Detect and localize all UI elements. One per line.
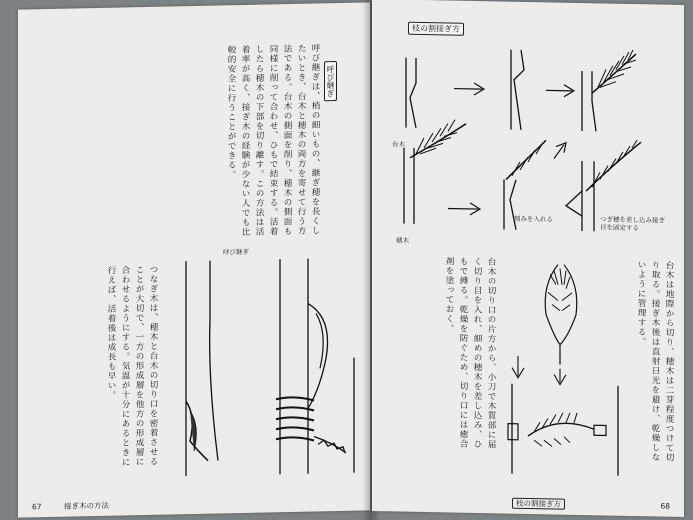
section-heading: 呼び継ぎ (324, 61, 337, 101)
caption-kizami: 刻みを入れる (514, 214, 553, 224)
caption-taiki: 台木 (392, 140, 405, 149)
left-footer-label: 接ぎ木の方法 (64, 500, 109, 511)
step-1-stock (406, 58, 416, 128)
figure-label: 枝の割接ぎ方 (408, 22, 464, 36)
step-1-result (582, 49, 636, 132)
right-body-text: 台木の切り口の片方から、小刀で木質部に届く切り目を入れ、細めの穂木を差し込み、ひもで縛る。乾燥を防ぐため、切り口には癒合剤を塗っておく。 (444, 256, 496, 450)
right-footer-label (512, 498, 565, 510)
caption-hogi: 穂木 (396, 236, 409, 245)
figure-caption: 呼び継ぎ (223, 247, 249, 257)
left-folio: 67 (32, 502, 42, 512)
right-page (372, 0, 684, 517)
right-footer-chip: 枝の割接ぎ方 (512, 498, 565, 510)
right-folio: 68 (660, 501, 670, 511)
step-1-scion (511, 50, 524, 130)
left-page (18, 2, 370, 517)
left-top-text: 呼び継ぎは、梢の細いもの、継ぎ穂を長くしたいとき、台木と穂木の両方を寄せて行う方法である。台木の側面を削り、穂木の側面も同様に削って合わせ、ひもで結束する。活着したら穂木の下部を切り離す。この方法は活着率が高く、接ぎ木の経験が少ない人でも比較的安全に行うことができる。 (226, 43, 320, 238)
caption-note: つぎ穂を差し込み接ぎ目を固定する (600, 215, 665, 233)
right-side-text: 台木は地際から切り、穂木は二芽程度つけて切り取る。接ぎ木後は直射日光を避け、乾燥しないように管理する。 (636, 260, 674, 463)
left-bottom-text: つなぎ木は、穂木と台木の切り口を密着させることが大切で、一方の形成層を他方の形成層に合わせるようにする。気温が十分にあるときに行えば、活着後は成長も早い。 (106, 264, 158, 468)
approach-graft-illustration (168, 258, 358, 482)
